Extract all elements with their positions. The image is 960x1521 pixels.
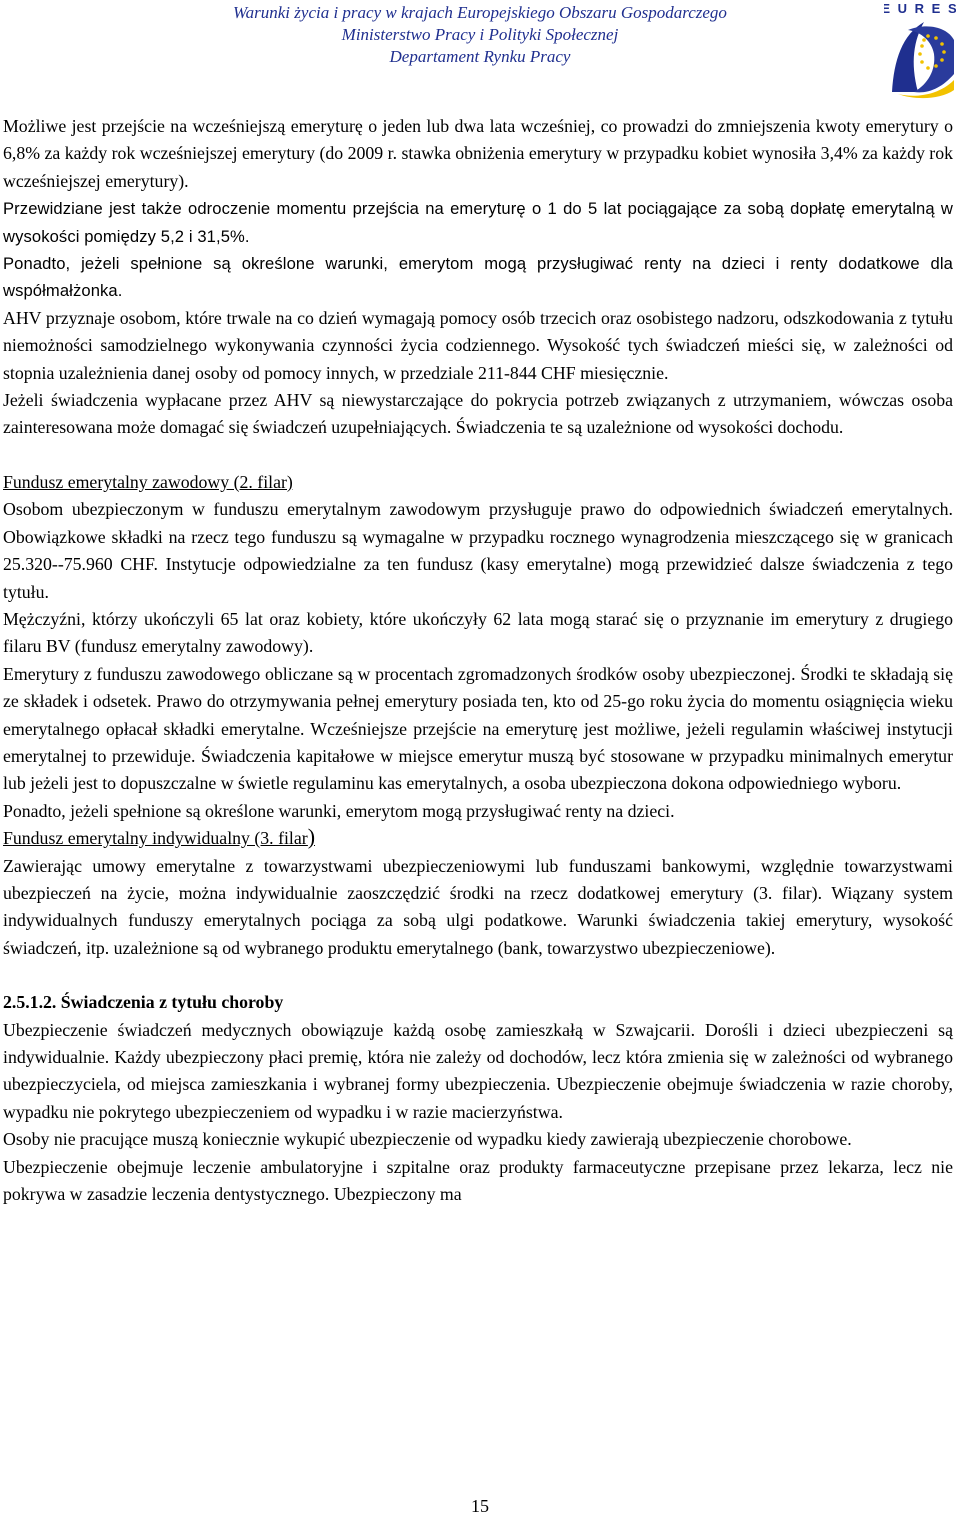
paragraph: Ponadto, jeżeli spełnione są określone warunki, emerytom mogą przysługiwać renty na dzieci. (3, 800, 675, 821)
eures-logo-text: E U R E S (884, 1, 956, 16)
paragraph: Możliwe jest przejście na wcześniejszą emeryturę o jeden lub dwa lata wcześniej, co prowadzi do zmniejszenia kwoty emerytury o 6,8% za każdy rok wcześniejszej emerytury (do 2009 r. stawka obniżenia emerytury w przypadku kobiet wynosiła 3,4% za każdy rok wcześniejszej emerytury). (3, 116, 953, 191)
section-heading-2nd-pillar: Fundusz emerytalny zawodowy (2. filar) (3, 471, 293, 492)
paragraph: Ponadto, jeżeli spełnione są określone warunki, emerytom mogą przysługiwać renty na dzieci i renty dodatkowe dla współmałżonka. (3, 254, 953, 301)
document-body (3, 113, 953, 1208)
paragraph: Jeżeli świadczenia wypłacane przez AHV są niewystarczające do pokrycia potrzeb związanych z utrzymaniem, wówczas osoba zainteresowana może domagać się świadczeń uzupełniających. Świadczenia te są uzależnione od wysokości dochodu. (3, 390, 953, 438)
paragraph: Ubezpieczenie obejmuje leczenie ambulatoryjne i szpitalne oraz produkty farmaceutyczne przepisane przez lekarza, lecz nie pokrywa w zasadzie leczenia dentystycznego. Ubezpieczony ma (3, 1156, 953, 1205)
paragraph: Emerytury z funduszu zawodowego obliczane są w procentach zgromadzonych środków osoby ubezpieczonej. Środki te składają się ze składek i odsetek. Prawo do otrzymywania pełnej emerytury posiada ten, kto od 25-go roku życia do momentu osiągnięcia wieku emerytalnego opłacał składki emerytalne. Wcześniejsze przejście na emeryturę jest możliwe, jeżeli regulamin właściwej instytucji emerytalnej to przewiduje. Świadczenia kapitałowe w miejsce emerytur muszą być stosowane w przypadku minimalnych emerytur lub jeżeli jest to dopuszczalne w świetle regulaminu kas emerytalnych, a osoba ubezpieczona dokona odpowiedniego wyboru. (3, 663, 953, 794)
paragraph: Ubezpieczenie świadczeń medycznych obowiązuje każdą osobę zamieszkałą w Szwajcarii. Dorośli i dzieci ubezpieczeni są indywidualnie. Każdy ubezpieczony płaci premię, która nie zależy od dochodów, lecz która zmienia się w zależności od wybranego ubezpieczyciela, od miejsca zamieszkania i wybranej formy ubezpieczenia. Ubezpieczenie obejmuje świadczenia w razie choroby, wypadku nie pokrytego ubezpieczeniem od wypadku i w razie macierzyństwa. (3, 1019, 953, 1122)
paragraph: Osobom ubezpieczonym w funduszu emerytalnym zawodowym przysługuje prawo do odpowiednich świadczeń emerytalnych. Obowiązkowe składki na rzecz tego funduszu są wymagalne w przypadku rocznego wynagrodzenia mieszczącego się w granicach 25.320--75.960 CHF. Instytucje odpowiedzialne za ten fundusz (kasy emerytalne) mogą przewidzieć dalsze świadczenia z tego tytułu. (3, 499, 953, 602)
page-number: 15 (471, 1496, 489, 1516)
paragraph: Zawierając umowy emerytalne z towarzystwami ubezpieczeniowymi lub funduszami bankowymi, względnie towarzystwami ubezpieczeń na życie, można indywidualnie zaoszczędzić środki na rzecz dodatkowej emerytury (3. filar). Wiązany system indywidualnych funduszy emerytalnych pociąga za sobą ulgi podatkowe. Warunki świadczenia takiej emerytury, wysokość świadczeń, itp. uzależnione są od wybranego produktu emerytalnego (bank, towarzystwo ubezpieczeniowe). (3, 855, 953, 958)
eures-logo (884, 0, 956, 100)
spacer (3, 962, 953, 989)
heading-paren: ) (307, 824, 316, 850)
page-header (150, 2, 810, 68)
paragraph: Osoby nie pracujące muszą koniecznie wykupić ubezpieczenie od wypadku kiedy zawierają ubezpieczenie chorobowe. (3, 1129, 852, 1150)
header-ministry: Ministerstwo Pracy i Polityki Społecznej (341, 25, 619, 44)
heading-text: Fundusz emerytalny indywidualny (3. filar (3, 828, 308, 849)
section-heading-sickness: 2.5.1.2. Świadczenia z tytułu choroby (3, 992, 284, 1013)
section-heading-3rd-pillar (3, 825, 953, 852)
paragraph: Przewidziane jest także odroczenie momentu przejścia na emeryturę o 1 do 5 lat pociągające za sobą dopłatę emerytalną w wysokości pomiędzy 5,2 i 31,5%. (3, 199, 953, 246)
spacer (3, 442, 953, 469)
paragraph: Mężczyźni, którzy ukończyli 65 lat oraz kobiety, które ukończyły 62 lata mogą starać się o przyznanie im emerytury z drugiego filaru BV (fundusz emerytalny zawodowy). (3, 608, 953, 657)
header-department: Departament Rynku Pracy (389, 47, 571, 66)
header-title: Warunki życia i pracy w krajach Europejskiego Obszaru Gospodarczego (233, 3, 727, 22)
paragraph: AHV przyznaje osobom, które trwale na co dzień wymagają pomocy osób trzecich oraz osobistego nadzoru, odszkodowania z tytułu niemożności samodzielnego wykonywania czynności życia codziennego. Wysokość tych świadczeń mieści się, w zależności od stopnia uzależnienia danej osoby od pomocy innych, w przedziale 211-844 CHF miesięcznie. (3, 307, 953, 383)
